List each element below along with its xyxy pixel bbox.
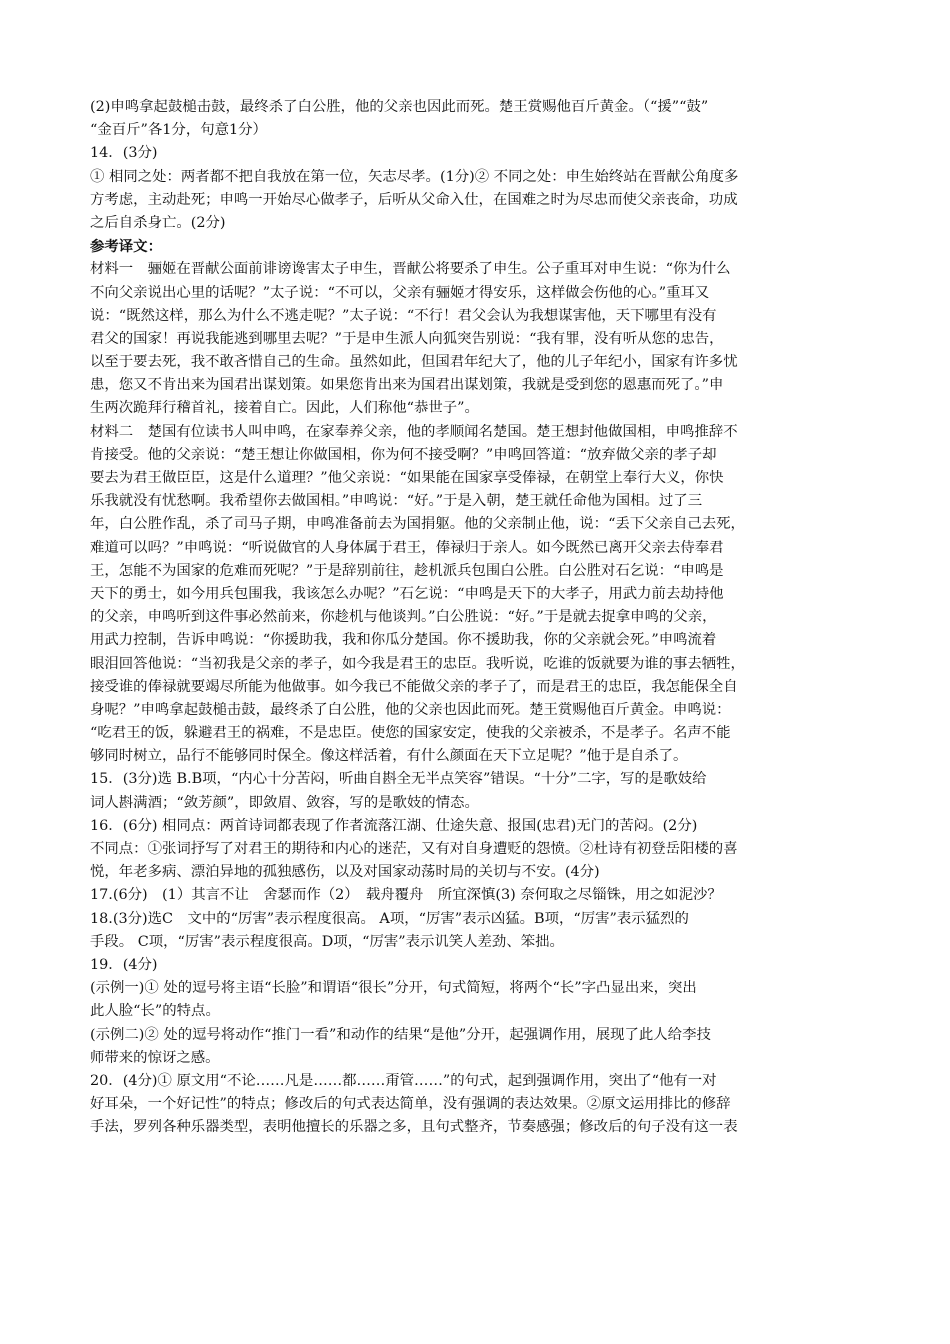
text-line: 师带来的惊讶之感。 xyxy=(90,1049,220,1066)
text-line: 身呢？”申鸣拿起鼓槌击鼓，最终杀了白公胜，他的父亲也因此而死。楚王赏赐他百斤黄金。申鸣说： xyxy=(90,701,731,718)
text-line: 说：“既然这样，那么为什么不逃走呢？”太子说：“不行！君父会认为我想谋害他，天下哪里有没有 xyxy=(90,307,717,324)
question-20-answer: 20．(4分)① 原文用“不论……凡是……都……甭管……”的句式，起到强调作用，突出了“他有一对 xyxy=(90,1072,717,1089)
text-line: “吃君王的饭，躲避君王的祸难，不是忠臣。使您的国家安定，使我的父亲被杀，不是孝子。名声不能 xyxy=(90,725,731,742)
question-17-answer: 17.(6分) (1）其言不让 舍瑟而作（2） 载舟覆舟 所宜深慎(3) 奈何取之尽锱铢，用之如泥沙？ xyxy=(90,887,722,904)
text-line: (示例一)① 处的逗号将主语“长脸”和谓语“很长”分开，句式简短，将两个“长”字凸显出来，突出 xyxy=(90,980,697,997)
question-14-header: 14．(3分) xyxy=(90,145,158,162)
text-line: 的父亲，申鸣听到这件事必然前来，你趁机与他谈判。”白公胜说：“好。”于是就去捉拿申鸣的父亲， xyxy=(90,609,717,626)
text-line: 手法，罗列各种乐器类型，表明他擅长的乐器之多，且句式整齐，节奏感强；修改后的句子没有这一表 xyxy=(90,1119,738,1136)
text-line: 接受谁的俸禄就要竭尽所能为他做事。如今我已不能做父亲的孝子了，而是君王的忠臣，我怎能保全自 xyxy=(90,678,738,695)
text-line: “金百斤”各1分，句意1分） xyxy=(90,122,267,139)
text-line: 肯接受。他的父亲说：“楚王想让你做国相，你为何不接受啊？”申鸣回答道：“放弃做父亲的孝子却 xyxy=(90,446,717,463)
text-line: 词人斟满酒；“敛芳颜”，即敛眉、敛容，写的是歌妓的情态。 xyxy=(90,794,479,811)
answer-document xyxy=(90,96,862,1139)
text-line: 用武力控制，告诉申鸣说：“你援助我，我和你瓜分楚国。你不援助我，你的父亲就会死。”申鸣流着 xyxy=(90,632,717,649)
text-line: 材料二 楚国有位读书人叫申鸣，在家奉养父亲，他的孝顺闻名楚国。楚王想封他做国相，申鸣推辞不 xyxy=(90,423,738,440)
text-line: 王，怎能不为国家的危难而死呢？”于是辞别前往，趁机派兵包围白公胜。白公胜对石乞说：“申鸣是 xyxy=(90,562,724,579)
question-15-answer: 15．(3分)选 B.B项，“内心十分苦闷，听曲自斟全无半点笑容”错误。“十分”二字，写的是歌妓给 xyxy=(90,771,707,788)
text-line: 生两次跪拜行稽首礼，接着自亡。因此，人们称他“恭世子”。 xyxy=(90,400,479,417)
text-line: 不向父亲说出心里的话呢？”太子说：“不可以，父亲有骊姬才得安乐，这样做会伤他的心。”重耳又 xyxy=(90,284,710,301)
text-line: 手段。 C项，“厉害”表示程度很高。D项，“厉害”表示讥笑人差劲、笨拙。 xyxy=(90,933,564,950)
text-line: 眼泪回答他说：“当初我是父亲的孝子，如今我是君王的忠臣。我听说，吃谁的饭就要为谁的事去牺牲， xyxy=(90,655,745,672)
text-line: 之后自杀身亡。(2分) xyxy=(90,214,226,231)
text-line: 好耳朵，一个好记性”的特点；修改后的句式表达简单，没有强调的表达效果。②原文运用排比的修辞 xyxy=(90,1096,731,1113)
translation-heading: 参考译文： xyxy=(90,238,162,256)
text-line: 要去为君王做臣臣，这是什么道理？”他父亲说：“如果能在国家享受俸禄，在朝堂上奉行大义，你快 xyxy=(90,470,724,486)
text-line: 不同点：①张词抒写了对君王的期待和内心的迷茫，又有对自身遭贬的怨愤。②杜诗有初登岳阳楼的喜 xyxy=(90,841,738,857)
question-19-header: 19．(4分) xyxy=(90,956,158,973)
text-line: ① 相同之处：两者都不把自我放在第一位，矢志尽孝。(1分)② 不同之处：申生始终站在晋献公角度多 xyxy=(90,168,739,185)
text-line: 方考虑，主动赴死；申鸣一开始尽心做孝子，后听从父命入仕，在国难之时为尽忠而使父亲丧命，功成 xyxy=(90,191,738,208)
text-line: 此人脸“长”的特点。 xyxy=(90,1003,220,1020)
question-18-answer: 18.(3分)选C 文中的“厉害”表示程度很高。 A项，“厉害”表示凶猛。B项，“厉害”表示猛烈的 xyxy=(90,910,689,927)
text-line: 材料一 骊姬在晋献公面前诽谤谗害太子申生，晋献公将要杀了申生。公子重耳对申生说：“你为什么 xyxy=(90,261,731,278)
text-line: 难道可以吗？”申鸣说：“听说做官的人身体属于君王，俸禄归于亲人。如今既然已离开父亲去侍奉君 xyxy=(90,539,724,556)
text-line: 君父的国家！再说我能逃到哪里去呢？”于是申生派人向狐突告别说：“我有罪，没有听从您的忠告， xyxy=(90,330,724,347)
text-line: (示例二)② 处的逗号将动作“推门一看”和动作的结果“是他”分开，起强调作用，展现了此人给李技 xyxy=(90,1026,711,1043)
text-line: 以至于要去死，我不敢吝惜自己的生命。虽然如此，但国君年纪大了，他的儿子年纪小，国家有许多忧 xyxy=(90,354,738,371)
text-line: 悦，年老多病、漂泊异地的孤独感伤，以及对国家动荡时局的关切与不安。(4分) xyxy=(90,864,600,881)
text-line: 年，白公胜作乱，杀了司马子期，申鸣准备前去为国捐躯。他的父亲制止他，说：“丢下父亲自己去死， xyxy=(90,516,745,533)
text-line: 天下的勇士，如今用兵包围我，我该怎么办呢？”石乞说：“申鸣是天下的大孝子，用武力前去劫持他 xyxy=(90,585,724,602)
question-16-answer: 16．(6分) 相同点：两首诗词都表现了作者流落江湖、仕途失意、报国(忠君)无门的苦闷。(2分) xyxy=(90,817,698,834)
text-line: 乐我就没有忧愁啊。我希望你去做国相。”申鸣说：“好。”于是入朝，楚王就任命他为国相。过了三 xyxy=(90,493,703,510)
text-line: (2)申鸣拿起鼓槌击鼓，最终杀了白公胜，他的父亲也因此而死。楚王赏赐他百斤黄金。（“援”“鼓” xyxy=(90,99,709,115)
text-line: 够同时树立，品行不能够同时保全。像这样活着，有什么颜面在天下立足呢？”他于是自杀了。 xyxy=(90,748,688,765)
text-line: 患，您又不肯出来为国君出谋划策。如果您肯出来为国君出谋划策，我就是受到您的恩惠而死了。”申 xyxy=(90,377,724,394)
